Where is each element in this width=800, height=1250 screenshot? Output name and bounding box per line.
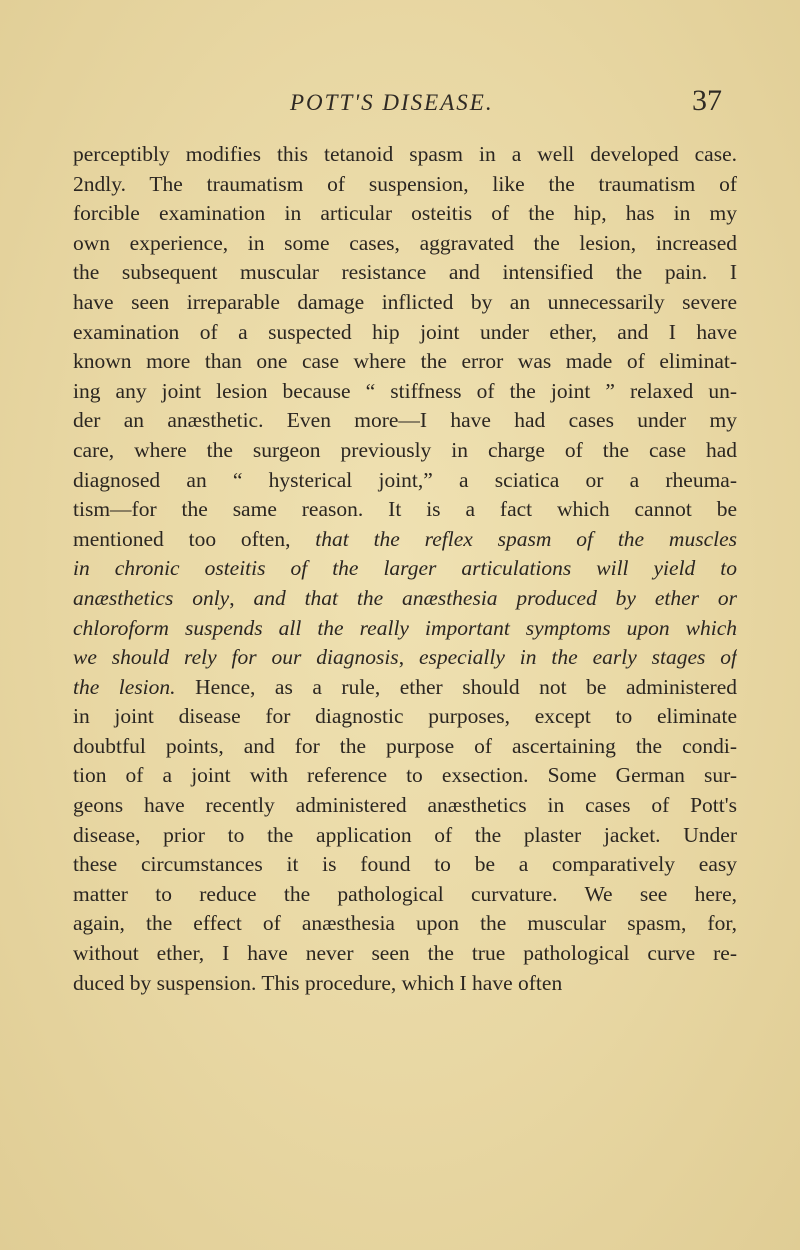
text-run: duced by suspension. This procedure, which I have often xyxy=(73,970,563,995)
text-line xyxy=(73,288,737,318)
text-run: without ether, I have never seen the true pathological curve re- xyxy=(73,941,737,966)
text-line xyxy=(73,584,737,614)
text-line xyxy=(73,939,737,969)
text-run: disease, prior to the application of the plaster jacket. Under xyxy=(73,822,737,847)
italic-text: we should rely for our diagnosis xyxy=(73,645,399,670)
text-line xyxy=(73,495,737,525)
text-run: Hence, as a rule, ether should not be administered xyxy=(175,674,737,699)
italic-text: that the reflex spasm of the muscles xyxy=(315,526,737,551)
text-run: doubtful points, and for the purpose of ascertaining the condi- xyxy=(73,733,737,758)
page-number: 37 xyxy=(692,84,722,117)
text-line xyxy=(73,318,737,348)
text-line xyxy=(73,643,737,673)
text-line xyxy=(73,791,737,821)
text-line xyxy=(73,732,737,762)
text-line xyxy=(73,258,737,288)
text-line xyxy=(73,614,737,644)
text-line xyxy=(73,199,737,229)
text-line xyxy=(73,880,737,910)
running-title: POTT'S DISEASE. xyxy=(290,90,494,115)
text-line xyxy=(73,554,737,584)
italic-text: the lesion. xyxy=(73,674,176,699)
text-run: , xyxy=(229,585,254,610)
text-line xyxy=(73,170,737,200)
text-run: these circumstances it is found to be a comparatively easy xyxy=(73,852,737,877)
text-run: mentioned too often, xyxy=(73,526,316,551)
text-line xyxy=(73,377,737,407)
italic-text: in chronic osteitis of the larger articulations will yield to xyxy=(73,556,737,581)
text-line xyxy=(73,969,737,999)
text-line xyxy=(73,909,737,939)
text-line xyxy=(73,406,737,436)
italic-text: especially in the early stages of xyxy=(418,645,737,670)
text-line xyxy=(73,850,737,880)
text-run: geons have recently administered anæsthetics in cases of Pott's xyxy=(73,793,737,818)
running-head xyxy=(73,82,733,122)
text-line xyxy=(73,821,737,851)
text-run: der an anæsthetic. Even more—I have had cases under my xyxy=(73,408,737,433)
text-line xyxy=(73,347,737,377)
italic-text: anæsthetics only xyxy=(73,585,230,610)
text-run: the subsequent muscular resistance and intensified the pain. I xyxy=(73,260,737,285)
text-run: examination of a suspected hip joint under ether, and I have xyxy=(73,319,737,344)
text-line xyxy=(73,525,737,555)
text-run: , xyxy=(398,645,419,670)
text-line xyxy=(73,673,737,703)
text-run: care, where the surgeon previously in charge of the case had xyxy=(73,437,737,462)
italic-text: and that the anæsthesia produced by ether or xyxy=(253,585,737,610)
text-line xyxy=(73,466,737,496)
text-line xyxy=(73,702,737,732)
text-run: known more than one case where the error was made of eliminat- xyxy=(73,349,737,374)
text-run: tion of a joint with reference to exsection. Some German sur- xyxy=(73,763,737,788)
text-run: matter to reduce the pathological curvature. We see here, xyxy=(73,881,737,906)
text-line xyxy=(73,229,737,259)
italic-text: chloroform suspends all the really important symptoms upon which xyxy=(73,615,737,640)
text-run: tism—for the same reason. It is a fact which cannot be xyxy=(73,497,737,522)
text-run: own experience, in some cases, aggravated the lesion, increased xyxy=(73,230,737,255)
text-run: in joint disease for diagnostic purposes, except to eliminate xyxy=(73,704,737,729)
body-text xyxy=(73,140,737,998)
text-run: 2ndly. The traumatism of suspension, like the traumatism of xyxy=(73,171,737,196)
text-run: have seen irreparable damage inflicted by an unnecessarily severe xyxy=(73,289,737,314)
text-run: forcible examination in articular osteitis of the hip, has in my xyxy=(73,201,737,226)
text-line xyxy=(73,761,737,791)
text-run: ing any joint lesion because “ stiffness of the joint ” relaxed un- xyxy=(73,378,737,403)
text-run: again, the effect of anæsthesia upon the muscular spasm, for, xyxy=(73,911,737,936)
text-line xyxy=(73,436,737,466)
text-run: perceptibly modifies this tetanoid spasm in a well developed case. xyxy=(73,142,737,166)
text-line xyxy=(73,140,737,170)
text-run: diagnosed an “ hysterical joint,” a sciatica or a rheuma- xyxy=(73,467,737,492)
